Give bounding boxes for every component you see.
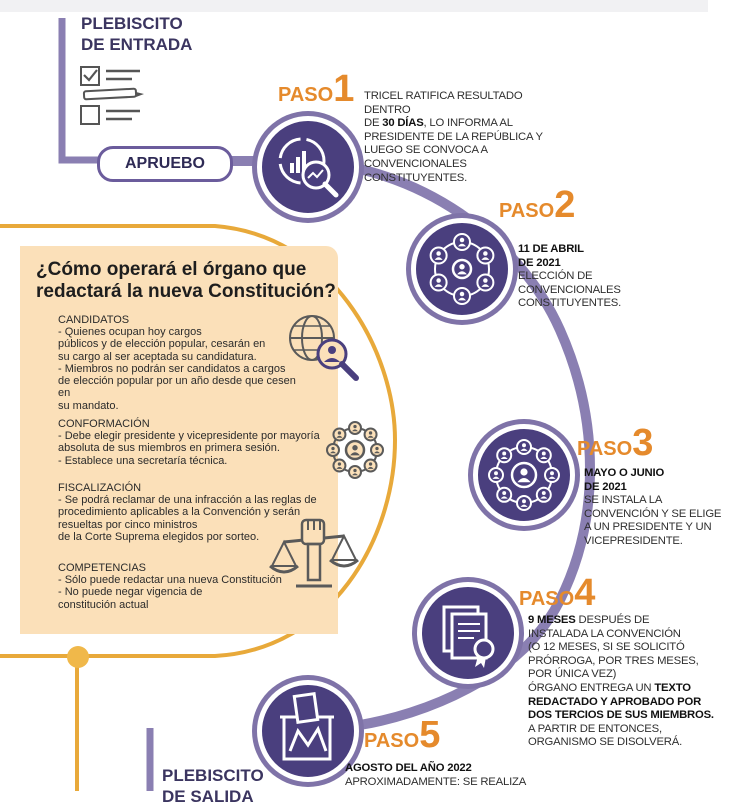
section-conformacion bbox=[58, 418, 328, 467]
step3-circle bbox=[473, 424, 575, 526]
step3-line2: CONVENCIÓN Y SE ELIGE bbox=[584, 507, 722, 520]
center-person bbox=[453, 260, 471, 278]
person-node bbox=[327, 444, 339, 456]
step3-number: 3 bbox=[632, 422, 653, 464]
section-fiscalizacion-line4: de la Corte Suprema elegidos por sorteo. bbox=[58, 530, 260, 543]
chart-magnifier-icon bbox=[262, 121, 354, 213]
section-candidatos-line6: su mandato. bbox=[58, 399, 119, 412]
person-node bbox=[431, 248, 447, 264]
person-node bbox=[349, 466, 361, 478]
step2-date-line2: DE 2021 bbox=[518, 256, 561, 269]
person-node bbox=[333, 428, 345, 440]
step4-circle bbox=[417, 582, 519, 684]
step1-bold-days: 30 DÍAS bbox=[382, 117, 424, 130]
panel-title-line1: ¿Cómo operará el órgano que bbox=[36, 259, 307, 280]
section-candidatos-line3: su cargo al ser aceptada su candidatura. bbox=[58, 350, 257, 363]
section-fiscalizacion-line1: - Se podrá reclamar de una infracción a las reglas de bbox=[58, 494, 317, 506]
step5-paso-text: PASO bbox=[364, 730, 420, 752]
apruebo-box: APRUEBO bbox=[97, 146, 233, 182]
section-candidatos bbox=[58, 314, 298, 412]
section-conformacion-line1: - Debe elegir presidente y vicepresidente por mayoría bbox=[58, 430, 320, 442]
step2-text bbox=[518, 243, 668, 311]
section-competencias-line3: constitución actual bbox=[58, 598, 149, 611]
step3-line3: A UN PRESIDENTE Y UN bbox=[584, 521, 712, 534]
step5-date-line1: AGOSTO DEL AÑO 2022 bbox=[345, 762, 472, 774]
section-conformacion-line3: - Establece una secretaría técnica. bbox=[58, 454, 228, 467]
plebiscito-entrada-line2: DE ENTRADA bbox=[81, 35, 193, 54]
step1-line2a: DE bbox=[364, 117, 380, 130]
step4-line5: ÓRGANO ENTREGA UN bbox=[528, 681, 652, 694]
section-conformacion-heading: CONFORMACIÓN bbox=[58, 418, 150, 430]
person-node bbox=[537, 448, 551, 462]
section-fiscalizacion-line2: procedimiento aplicables a la Convención y serán bbox=[58, 506, 301, 519]
person-node bbox=[517, 440, 531, 454]
step4-line2: (O 12 MESES, SI SE SOLICITÓ bbox=[528, 641, 685, 654]
step4-lead-rest: DESPUÉS DE bbox=[575, 614, 650, 626]
step2-label bbox=[499, 184, 574, 227]
person-node bbox=[454, 234, 470, 250]
step5-number: 5 bbox=[419, 714, 440, 756]
person-node bbox=[365, 428, 377, 440]
step2-line3: CONSTITUYENTES. bbox=[518, 297, 622, 310]
plebiscito-salida-line2: DE SALIDA bbox=[162, 787, 254, 806]
section-candidatos-line4: - Miembros no podrán ser candidatos a cargos bbox=[58, 362, 286, 375]
person-node bbox=[431, 275, 447, 291]
step3-paso-text: PASO bbox=[577, 438, 633, 460]
ballot-box-icon bbox=[262, 685, 354, 777]
panel-title-line2: redactará la nueva Constitución? bbox=[36, 281, 336, 302]
person-node bbox=[349, 422, 361, 434]
step4-line9: A PARTIR DE ENTONCES, bbox=[528, 722, 662, 735]
checklist-icon bbox=[80, 66, 146, 130]
section-candidatos-line2: públicos y de elección popular, cesarán en bbox=[58, 338, 266, 351]
section-fiscalizacion-line3: resueltas por cinco ministros bbox=[58, 518, 198, 531]
person-node bbox=[537, 488, 551, 502]
step1-label bbox=[278, 68, 353, 111]
gold-dot bbox=[67, 646, 89, 668]
step5-circle bbox=[257, 680, 359, 782]
step5-text bbox=[345, 762, 555, 789]
step5-label bbox=[364, 714, 439, 757]
step4-line7: REDACTADO Y APROBADO POR bbox=[528, 695, 702, 708]
step1-line4: LUEGO SE CONVOCA A bbox=[364, 144, 488, 157]
step4-line8: DOS TERCIOS DE SUS MIEMBROS. bbox=[528, 709, 714, 722]
person-node bbox=[454, 288, 470, 304]
person-node bbox=[477, 248, 493, 264]
step3-date-line2: DE 2021 bbox=[584, 480, 627, 493]
person-node bbox=[333, 460, 345, 472]
step4-label bbox=[519, 572, 594, 615]
step1-line5: CONVENCIONALES CONSTITUYENTES. bbox=[364, 157, 468, 184]
step3-line1: SE INSTALA LA bbox=[584, 494, 663, 507]
plebiscito-entrada-line1: PLEBISCITO bbox=[81, 14, 183, 33]
person-node bbox=[497, 488, 511, 502]
person-node bbox=[365, 460, 377, 472]
step4-text bbox=[528, 614, 733, 750]
plebiscito-salida-line1: PLEBISCITO bbox=[162, 766, 264, 785]
step2-circle bbox=[411, 218, 513, 320]
step2-line2: CONVENCIONALES bbox=[518, 283, 621, 296]
step4-number: 4 bbox=[574, 572, 595, 614]
panel-title bbox=[36, 259, 336, 303]
plebiscito-entrada-title bbox=[81, 13, 192, 55]
step1-circle bbox=[257, 116, 359, 218]
section-candidatos-line1: - Quienes ocupan hoy cargos bbox=[58, 326, 202, 338]
section-candidatos-line5: de elección popular por un año desde que cesen en bbox=[58, 375, 296, 400]
step3-line4: VICEPRESIDENTE. bbox=[584, 534, 683, 547]
step1-text bbox=[364, 90, 564, 185]
step2-line1: ELECCIÓN DE bbox=[518, 270, 593, 283]
step1-line1: TRICEL RATIFICA RESULTADO DENTRO bbox=[364, 90, 523, 116]
top-band bbox=[0, 0, 708, 12]
step4-line4: POR ÚNICA VEZ) bbox=[528, 668, 617, 681]
person-node bbox=[545, 468, 559, 482]
step3-label bbox=[577, 422, 652, 465]
globe-search-icon bbox=[286, 312, 366, 386]
step4-line1: INSTALADA LA CONVENCIÓN bbox=[528, 627, 681, 640]
person-node bbox=[477, 275, 493, 291]
people-network-icon bbox=[416, 223, 508, 315]
section-competencias-line2: - No puede negar vigencia de bbox=[58, 586, 203, 599]
person-node bbox=[371, 444, 383, 456]
step2-number: 2 bbox=[554, 184, 575, 226]
section-fiscalizacion-heading: FISCALIZACIÓN bbox=[58, 482, 142, 494]
person-node bbox=[489, 468, 503, 482]
person-node bbox=[517, 496, 531, 510]
step1-line3: PRESIDENTE DE LA REPÚBLICA Y bbox=[364, 130, 543, 143]
step3-date-line1: MAYO O JUNIO bbox=[584, 467, 665, 479]
step2-date-line1: 11 DE ABRIL bbox=[518, 243, 584, 255]
center-person bbox=[512, 463, 536, 487]
section-conformacion-line2: absoluta de sus miembros en primera sesión. bbox=[58, 442, 280, 455]
plebiscito-salida-title bbox=[162, 765, 264, 807]
person-node bbox=[497, 448, 511, 462]
step4-line3: PRÓRROGA, POR TRES MESES, bbox=[528, 654, 699, 667]
group-center-icon bbox=[478, 429, 570, 521]
step4-bold-lead: 9 MESES bbox=[528, 614, 576, 626]
step4-paso-text: PASO bbox=[519, 588, 575, 610]
step4-line6: TEXTO bbox=[654, 681, 691, 694]
documents-seal-icon bbox=[422, 587, 514, 679]
section-competencias-line1: - Sólo puede redactar una nueva Constitución bbox=[58, 574, 282, 586]
section-competencias bbox=[58, 562, 298, 611]
step4-line10: ORGANISMO SE DISOLVERÁ. bbox=[528, 736, 683, 749]
step2-paso-text: PASO bbox=[499, 200, 555, 222]
section-candidatos-heading: CANDIDATOS bbox=[58, 314, 130, 326]
step1-line2c: , LO INFORMA AL bbox=[423, 117, 513, 130]
section-competencias-heading: COMPETENCIAS bbox=[58, 562, 147, 574]
people-circle-icon bbox=[322, 418, 388, 482]
step1-paso-text: PASO bbox=[278, 84, 334, 106]
step1-number: 1 bbox=[333, 68, 354, 110]
center-person bbox=[346, 441, 364, 459]
step3-text bbox=[584, 467, 734, 549]
step5-line1: APROXIMADAMENTE: SE REALIZA bbox=[345, 775, 527, 788]
